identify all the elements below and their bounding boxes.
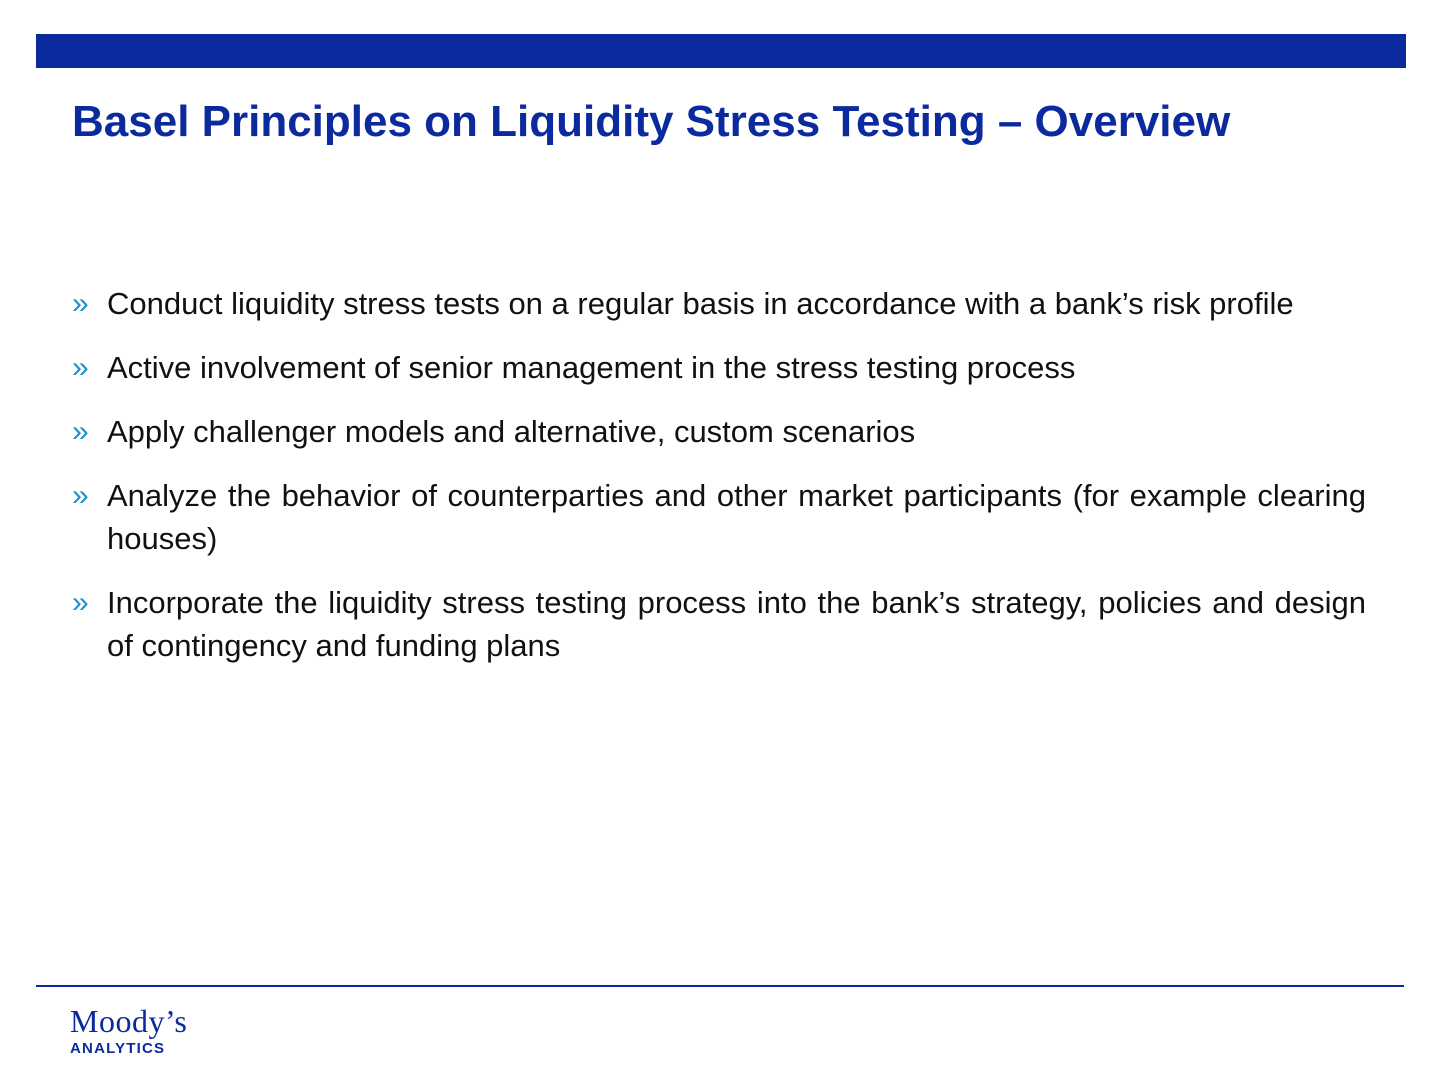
bullet-item: [72, 282, 1366, 325]
bullet-text: Analyze the behavior of counterparties and other market participants (for example clearing houses): [107, 478, 1366, 556]
bullet-item: [72, 581, 1366, 667]
logo-wordmark: Moody’s: [70, 1003, 188, 1039]
bullet-text: Active involvement of senior management in the stress testing process: [107, 350, 1076, 385]
bullet-item: [72, 346, 1366, 389]
bullet-marker-icon: »: [72, 415, 89, 448]
bullet-marker-icon: »: [72, 586, 89, 619]
bullet-item: [72, 410, 1366, 453]
header-bar: [36, 34, 1406, 68]
bullet-text: Apply challenger models and alternative, custom scenarios: [107, 414, 916, 449]
bullet-list: [72, 282, 1366, 688]
logo-subtitle: ANALYTICS: [70, 1040, 166, 1057]
bullet-marker-icon: »: [72, 479, 89, 512]
bullet-text: Incorporate the liquidity stress testing process into the bank’s strategy, policies and design of contingency and funding plans: [107, 585, 1366, 663]
bullet-marker-icon: »: [72, 287, 89, 320]
bullet-text: Conduct liquidity stress tests on a regular basis in accordance with a bank’s risk profile: [107, 286, 1294, 321]
footer-divider: [36, 985, 1404, 987]
bullet-item: [72, 474, 1366, 560]
slide-title: Basel Principles on Liquidity Stress Testing – Overview: [72, 97, 1231, 146]
bullet-marker-icon: »: [72, 351, 89, 384]
moodys-analytics-logo: [70, 1004, 187, 1057]
